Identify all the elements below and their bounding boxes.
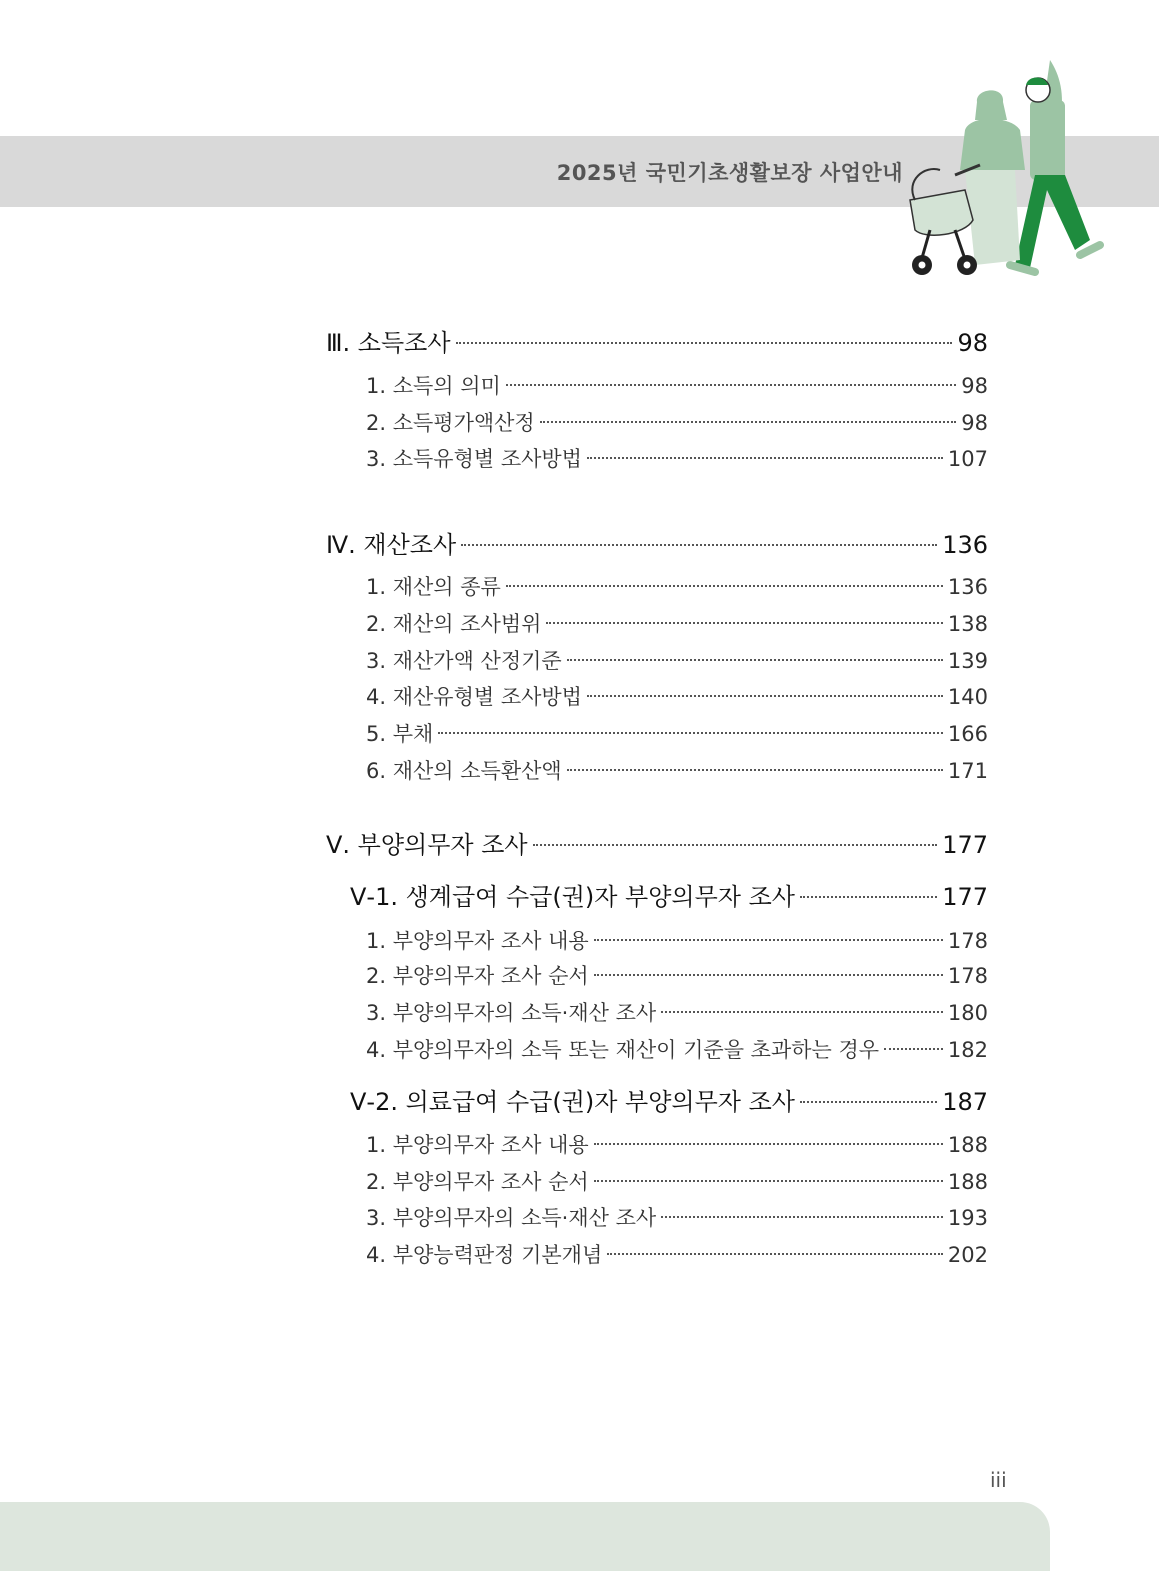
toc-section-5-2[interactable] xyxy=(350,1082,988,1117)
toc-item-title: 1. 재산의 종류 xyxy=(366,575,501,599)
toc-chapter-title: Ⅲ. 소득조사 xyxy=(326,329,451,357)
toc-item-title: 1. 소득의 의미 xyxy=(366,374,501,398)
toc-item-title: 3. 재산가액 산정기준 xyxy=(366,649,562,673)
toc-page-number: 188 xyxy=(947,1170,988,1194)
toc-item-title: 4. 재산유형별 조사방법 xyxy=(366,685,582,709)
toc-page-number: 136 xyxy=(947,575,988,599)
page-number: iii xyxy=(990,1468,1007,1492)
toc-item[interactable] xyxy=(366,370,988,400)
toc-item[interactable] xyxy=(366,645,988,675)
toc-item-title: 2. 부양의무자 조사 순서 xyxy=(366,964,589,988)
toc-leader-dots xyxy=(567,769,943,771)
toc-leader-dots xyxy=(533,844,938,846)
toc-item[interactable] xyxy=(366,718,988,748)
toc-page-number: 138 xyxy=(947,612,988,636)
toc-item-title: 4. 부양의무자의 소득 또는 재산이 기준을 초과하는 경우 xyxy=(366,1038,880,1062)
toc-item-title: 6. 재산의 소득환산액 xyxy=(366,759,562,783)
toc-item[interactable] xyxy=(366,681,988,711)
toc-chapter-title: Ⅴ. 부양의무자 조사 xyxy=(326,831,528,859)
header-title: 2025년 국민기초생활보장 사업안내 xyxy=(556,161,903,185)
toc-item[interactable] xyxy=(366,407,988,437)
toc-page-number: 136 xyxy=(942,531,988,559)
footer-band xyxy=(0,1502,1050,1571)
toc-leader-dots xyxy=(594,1143,943,1145)
toc-page-number: 193 xyxy=(947,1206,988,1230)
toc-page-number: 166 xyxy=(947,722,988,746)
toc-item-title: 2. 소득평가액산정 xyxy=(366,411,535,435)
toc-chapter-4[interactable] xyxy=(326,525,988,560)
toc-item[interactable] xyxy=(366,755,988,785)
toc-leader-dots xyxy=(438,732,943,734)
toc-leader-dots xyxy=(594,974,943,976)
toc-item-title: 3. 소득유형별 조사방법 xyxy=(366,447,582,471)
toc-page-number: 107 xyxy=(947,447,988,471)
toc-leader-dots xyxy=(540,421,957,423)
toc-section-title: Ⅴ-1. 생계급여 수급(권)자 부양의무자 조사 xyxy=(350,883,795,911)
toc-page-number: 188 xyxy=(947,1133,988,1157)
toc-leader-dots xyxy=(587,457,943,459)
toc-item-title: 2. 부양의무자 조사 순서 xyxy=(366,1170,589,1194)
toc-page-number: 171 xyxy=(947,759,988,783)
toc-leader-dots xyxy=(800,896,937,898)
toc-page-number: 139 xyxy=(947,649,988,673)
toc-item-title: 2. 재산의 조사범위 xyxy=(366,612,542,636)
toc-leader-dots xyxy=(506,585,943,587)
toc-item[interactable] xyxy=(366,571,988,601)
toc-section-title: Ⅴ-2. 의료급여 수급(권)자 부양의무자 조사 xyxy=(350,1088,795,1116)
toc-chapter-3[interactable] xyxy=(326,323,988,358)
toc-item-title: 4. 부양능력판정 기본개념 xyxy=(366,1243,603,1267)
toc-page-number: 182 xyxy=(947,1038,988,1062)
toc-item[interactable] xyxy=(366,997,988,1027)
toc-leader-dots xyxy=(506,384,956,386)
toc-item[interactable] xyxy=(366,1239,988,1269)
toc-leader-dots xyxy=(546,622,943,624)
toc-page-number: 202 xyxy=(947,1243,988,1267)
toc-leader-dots xyxy=(461,544,937,546)
toc-leader-dots xyxy=(456,342,953,344)
toc-leader-dots xyxy=(800,1101,937,1103)
toc-page-number: 98 xyxy=(957,329,988,357)
toc-item[interactable] xyxy=(366,443,988,473)
toc-item[interactable] xyxy=(366,1166,988,1196)
toc-item-title: 3. 부양의무자의 소득·재산 조사 xyxy=(366,1206,657,1230)
toc-leader-dots xyxy=(594,939,943,941)
toc-leader-dots xyxy=(661,1216,943,1218)
toc-leader-dots xyxy=(594,1180,943,1182)
toc-chapter-5[interactable] xyxy=(326,825,988,860)
toc-chapter-title: Ⅳ. 재산조사 xyxy=(326,531,457,559)
toc-item[interactable] xyxy=(366,960,988,990)
toc-leader-dots xyxy=(567,659,943,661)
toc-item[interactable] xyxy=(366,1129,988,1159)
toc-item[interactable] xyxy=(366,925,988,955)
toc-page-number: 177 xyxy=(942,831,988,859)
toc-item-title: 1. 부양의무자 조사 내용 xyxy=(366,1133,589,1157)
toc-leader-dots xyxy=(587,695,943,697)
toc-leader-dots xyxy=(607,1253,943,1255)
toc-page-number: 177 xyxy=(942,883,988,911)
toc-item-title: 3. 부양의무자의 소득·재산 조사 xyxy=(366,1001,657,1025)
toc-page-number: 187 xyxy=(942,1088,988,1116)
toc-page-number: 140 xyxy=(947,685,988,709)
toc-item-title: 5. 부채 xyxy=(366,722,434,746)
toc-page-number: 180 xyxy=(947,1001,988,1025)
toc-item[interactable] xyxy=(366,608,988,638)
toc-page-number: 178 xyxy=(947,929,988,953)
toc-leader-dots xyxy=(661,1011,943,1013)
toc-page-number: 98 xyxy=(961,411,988,435)
toc-page-number: 98 xyxy=(961,374,988,398)
toc-item-title: 1. 부양의무자 조사 내용 xyxy=(366,929,589,953)
toc-page-number: 178 xyxy=(947,964,988,988)
toc-leader-dots xyxy=(884,1048,943,1050)
toc-item[interactable] xyxy=(366,1034,988,1064)
toc-section-5-1[interactable] xyxy=(350,877,988,912)
toc-item[interactable] xyxy=(366,1202,988,1232)
